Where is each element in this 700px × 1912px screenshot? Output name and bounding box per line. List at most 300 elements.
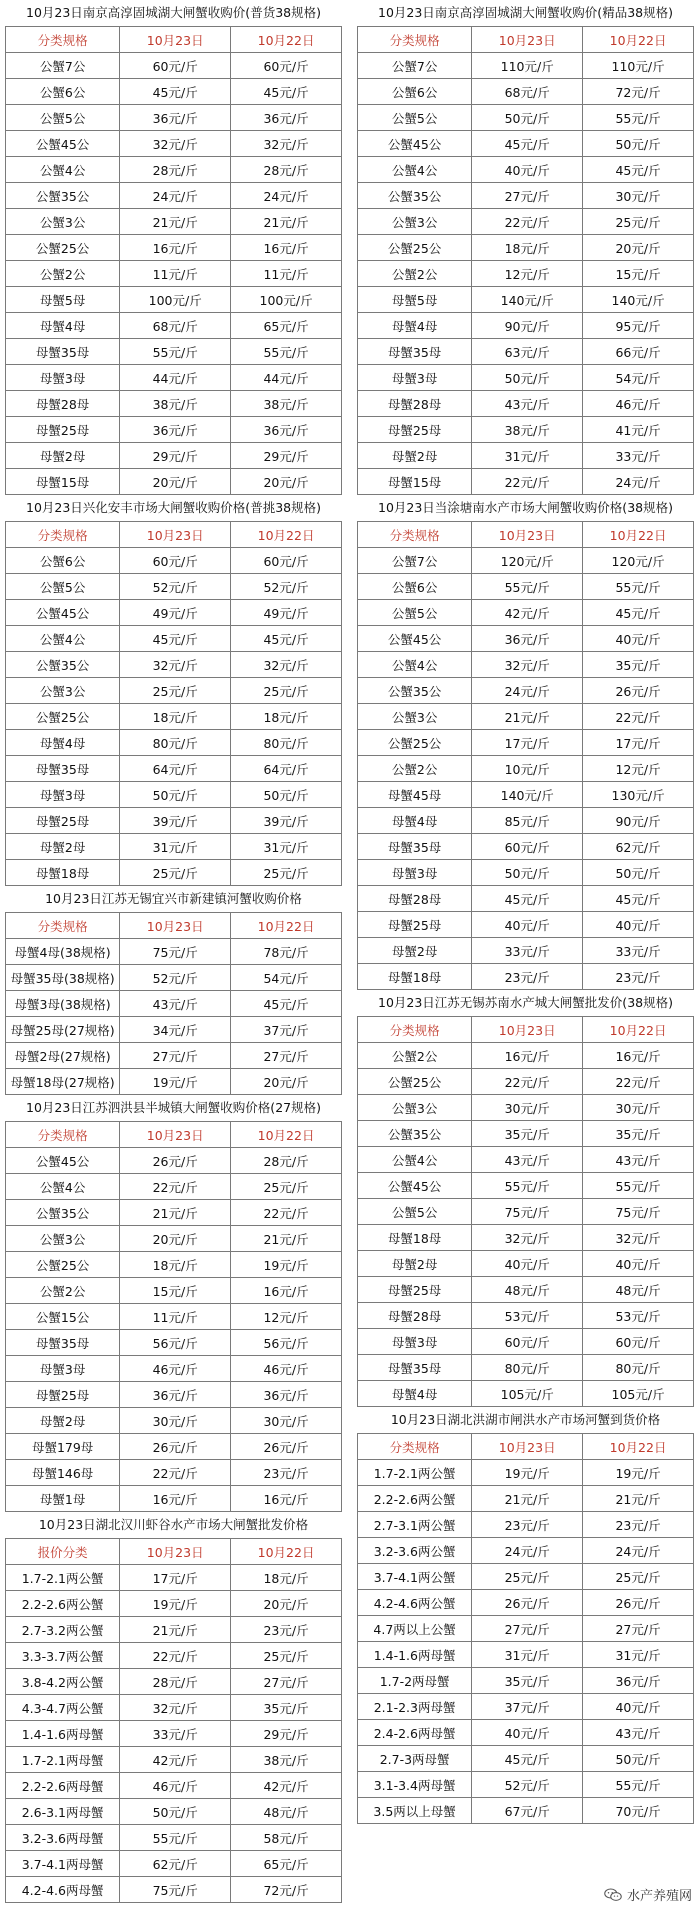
spec-cell: 公蟹3公: [358, 704, 472, 730]
spec-cell: 母蟹35母: [6, 339, 120, 365]
spec-cell: 母蟹35母: [6, 1330, 120, 1356]
price-previous-cell: 17元/斤: [583, 730, 694, 756]
price-today-cell: 50元/斤: [120, 1799, 231, 1825]
price-previous-cell: 48元/斤: [583, 1277, 694, 1303]
table-row: [6, 1643, 342, 1669]
price-today-cell: 56元/斤: [120, 1330, 231, 1356]
spec-cell: 4.2-4.6两母蟹: [6, 1877, 120, 1903]
price-table-block: [5, 1095, 342, 1512]
table-title: 10月23日湖北洪湖市闸洪水产市场河蟹到货价格: [390, 1412, 661, 1427]
price-today-cell: 40元/斤: [472, 912, 583, 938]
spec-cell: 公蟹6公: [358, 79, 472, 105]
table-row: [6, 209, 342, 235]
spec-cell: 母蟹3母(38规格): [6, 991, 120, 1017]
spec-cell: 母蟹25母: [358, 1277, 472, 1303]
price-previous-cell: 45元/斤: [583, 886, 694, 912]
price-previous-cell: 19元/斤: [583, 1460, 694, 1486]
price-previous-cell: 33元/斤: [583, 443, 694, 469]
table-row: [358, 183, 694, 209]
price-previous-cell: 32元/斤: [231, 652, 342, 678]
price-previous-cell: 27元/斤: [231, 1669, 342, 1695]
spec-cell: 母蟹25母: [6, 417, 120, 443]
spec-cell: 公蟹5公: [358, 105, 472, 131]
price-previous-cell: 38元/斤: [231, 1747, 342, 1773]
price-table: [357, 26, 694, 495]
table-row: [358, 443, 694, 469]
table-row: [6, 1721, 342, 1747]
price-previous-cell: 56元/斤: [231, 1330, 342, 1356]
spec-cell: 公蟹5公: [6, 574, 120, 600]
header-date-today: 10月23日: [472, 1434, 583, 1460]
price-previous-cell: 25元/斤: [583, 1564, 694, 1590]
price-previous-cell: 21元/斤: [231, 209, 342, 235]
price-today-cell: 36元/斤: [120, 105, 231, 131]
price-previous-cell: 43元/斤: [583, 1720, 694, 1746]
header-date-previous: 10月22日: [583, 27, 694, 53]
spec-cell: 公蟹25公: [6, 235, 120, 261]
spec-cell: 母蟹25母(27规格): [6, 1017, 120, 1043]
spec-cell: 母蟹2母: [6, 1408, 120, 1434]
table-header-row: [358, 1017, 694, 1043]
header-date-previous: 10月22日: [231, 1539, 342, 1565]
price-previous-cell: 45元/斤: [583, 157, 694, 183]
price-previous-cell: 28元/斤: [231, 1148, 342, 1174]
table-row: [358, 600, 694, 626]
price-previous-cell: 105元/斤: [583, 1381, 694, 1407]
table-row: [6, 287, 342, 313]
table-header-row: [6, 27, 342, 53]
table-row: [6, 1278, 342, 1304]
price-today-cell: 60元/斤: [472, 834, 583, 860]
table-row: [358, 1564, 694, 1590]
table-row: [358, 678, 694, 704]
price-today-cell: 26元/斤: [120, 1148, 231, 1174]
price-previous-cell: 65元/斤: [231, 1851, 342, 1877]
spec-cell: 公蟹4公: [6, 1174, 120, 1200]
price-previous-cell: 18元/斤: [231, 1565, 342, 1591]
spec-cell: 母蟹18母: [358, 1225, 472, 1251]
price-previous-cell: 100元/斤: [231, 287, 342, 313]
price-today-cell: 32元/斤: [120, 652, 231, 678]
price-today-cell: 140元/斤: [472, 782, 583, 808]
spec-cell: 公蟹35公: [358, 1121, 472, 1147]
price-table: [357, 521, 694, 990]
table-row: [358, 1277, 694, 1303]
price-previous-cell: 55元/斤: [583, 1772, 694, 1798]
table-row: [358, 313, 694, 339]
price-previous-cell: 23元/斤: [583, 1512, 694, 1538]
spec-cell: 公蟹7公: [358, 548, 472, 574]
table-row: [6, 1877, 342, 1903]
spec-cell: 2.6-3.1两母蟹: [6, 1799, 120, 1825]
spec-cell: 母蟹28母: [358, 1303, 472, 1329]
spec-cell: 公蟹25公: [6, 1252, 120, 1278]
table-header-row: [6, 913, 342, 939]
price-previous-cell: 25元/斤: [231, 678, 342, 704]
price-previous-cell: 20元/斤: [231, 1069, 342, 1095]
header-category: 分类规格: [6, 27, 120, 53]
table-row: [358, 105, 694, 131]
price-table: [357, 1433, 694, 1824]
price-previous-cell: 49元/斤: [231, 600, 342, 626]
price-today-cell: 38元/斤: [472, 417, 583, 443]
table-row: [358, 417, 694, 443]
table-row: [6, 261, 342, 287]
price-table-block: [5, 0, 342, 495]
price-table: [5, 912, 342, 1095]
table-title: 10月23日江苏无锡苏南水产城大闸蟹批发价(38规格): [378, 995, 673, 1010]
table-row: [6, 1200, 342, 1226]
spec-cell: 公蟹6公: [358, 574, 472, 600]
price-today-cell: 45元/斤: [472, 1746, 583, 1772]
price-previous-cell: 90元/斤: [583, 808, 694, 834]
spec-cell: 2.2-2.6两公蟹: [6, 1591, 120, 1617]
table-row: [6, 1773, 342, 1799]
price-table-block: [357, 990, 694, 1407]
spec-cell: 公蟹2公: [358, 261, 472, 287]
spec-cell: 3.7-4.1两母蟹: [6, 1851, 120, 1877]
price-previous-cell: 27元/斤: [231, 1043, 342, 1069]
table-row: [358, 209, 694, 235]
price-today-cell: 60元/斤: [120, 53, 231, 79]
price-previous-cell: 40元/斤: [583, 912, 694, 938]
price-table: [5, 26, 342, 495]
spec-cell: 公蟹45公: [358, 1173, 472, 1199]
price-today-cell: 34元/斤: [120, 1017, 231, 1043]
price-previous-cell: 78元/斤: [231, 939, 342, 965]
price-today-cell: 63元/斤: [472, 339, 583, 365]
spec-cell: 1.4-1.6两母蟹: [6, 1721, 120, 1747]
table-row: [6, 1356, 342, 1382]
table-title: 10月23日当涂塘南水产市场大闸蟹收购价格(38规格): [378, 500, 673, 515]
spec-cell: 公蟹3公: [358, 1095, 472, 1121]
spec-cell: 4.3-4.7两公蟹: [6, 1695, 120, 1721]
table-row: [6, 1486, 342, 1512]
price-today-cell: 50元/斤: [472, 860, 583, 886]
price-today-cell: 55元/斤: [120, 339, 231, 365]
price-previous-cell: 95元/斤: [583, 313, 694, 339]
table-row: [6, 860, 342, 886]
spec-cell: 1.7-2.1两公蟹: [6, 1565, 120, 1591]
header-date-previous: 10月22日: [583, 522, 694, 548]
price-previous-cell: 54元/斤: [231, 965, 342, 991]
table-row: [6, 391, 342, 417]
spec-cell: 母蟹25母: [6, 1382, 120, 1408]
table-row: [358, 1355, 694, 1381]
price-previous-cell: 41元/斤: [583, 417, 694, 443]
spec-cell: 公蟹6公: [6, 548, 120, 574]
spec-cell: 公蟹4公: [358, 652, 472, 678]
spec-cell: 公蟹35公: [6, 652, 120, 678]
price-previous-cell: 16元/斤: [231, 1486, 342, 1512]
price-today-cell: 37元/斤: [472, 1694, 583, 1720]
price-table-block: [5, 495, 342, 886]
price-today-cell: 40元/斤: [472, 1720, 583, 1746]
price-today-cell: 55元/斤: [472, 1173, 583, 1199]
price-previous-cell: 30元/斤: [231, 1408, 342, 1434]
spec-cell: 母蟹2母: [6, 443, 120, 469]
price-previous-cell: 28元/斤: [231, 157, 342, 183]
watermark: [604, 1885, 692, 1904]
price-previous-cell: 36元/斤: [231, 105, 342, 131]
table-row: [6, 782, 342, 808]
price-today-cell: 22元/斤: [120, 1643, 231, 1669]
table-row: [6, 652, 342, 678]
table-row: [358, 860, 694, 886]
price-previous-cell: 16元/斤: [231, 235, 342, 261]
spec-cell: 母蟹4母: [358, 1381, 472, 1407]
header-date-today: 10月23日: [120, 522, 231, 548]
price-today-cell: 22元/斤: [120, 1460, 231, 1486]
header-category: 分类规格: [358, 1017, 472, 1043]
price-today-cell: 39元/斤: [120, 808, 231, 834]
table-row: [6, 1799, 342, 1825]
price-previous-cell: 27元/斤: [583, 1616, 694, 1642]
spec-cell: 公蟹2公: [358, 756, 472, 782]
price-previous-cell: 39元/斤: [231, 808, 342, 834]
table-row: [358, 79, 694, 105]
price-previous-cell: 24元/斤: [231, 183, 342, 209]
spec-cell: 母蟹25母: [6, 808, 120, 834]
table-row: [358, 1251, 694, 1277]
header-date-today: 10月23日: [472, 27, 583, 53]
price-previous-cell: 37元/斤: [231, 1017, 342, 1043]
price-today-cell: 85元/斤: [472, 808, 583, 834]
price-previous-cell: 72元/斤: [231, 1877, 342, 1903]
table-row: [358, 1798, 694, 1824]
price-today-cell: 22元/斤: [472, 1069, 583, 1095]
spec-cell: 公蟹2公: [358, 1043, 472, 1069]
price-table: [5, 1538, 342, 1903]
price-today-cell: 12元/斤: [472, 261, 583, 287]
header-date-today: 10月23日: [472, 1017, 583, 1043]
price-previous-cell: 25元/斤: [231, 860, 342, 886]
table-row: [358, 1772, 694, 1798]
price-previous-cell: 12元/斤: [583, 756, 694, 782]
spec-cell: 母蟹2母(27规格): [6, 1043, 120, 1069]
spec-cell: 母蟹4母: [6, 730, 120, 756]
table-row: [6, 157, 342, 183]
price-previous-cell: 48元/斤: [231, 1799, 342, 1825]
price-previous-cell: 80元/斤: [583, 1355, 694, 1381]
price-today-cell: 45元/斤: [472, 131, 583, 157]
table-row: [358, 886, 694, 912]
spec-cell: 母蟹4母(38规格): [6, 939, 120, 965]
price-previous-cell: 130元/斤: [583, 782, 694, 808]
spec-cell: 2.2-2.6两母蟹: [6, 1773, 120, 1799]
price-table: [5, 1121, 342, 1512]
table-row: [6, 574, 342, 600]
price-today-cell: 25元/斤: [120, 678, 231, 704]
table-row: [358, 391, 694, 417]
table-row: [358, 704, 694, 730]
price-today-cell: 18元/斤: [120, 1252, 231, 1278]
price-today-cell: 22元/斤: [472, 209, 583, 235]
spec-cell: 2.1-2.3两母蟹: [358, 1694, 472, 1720]
table-header-row: [358, 1434, 694, 1460]
price-previous-cell: 44元/斤: [231, 365, 342, 391]
price-previous-cell: 64元/斤: [231, 756, 342, 782]
header-category: 分类规格: [358, 1434, 472, 1460]
spec-cell: 公蟹4公: [358, 157, 472, 183]
price-previous-cell: 15元/斤: [583, 261, 694, 287]
price-previous-cell: 110元/斤: [583, 53, 694, 79]
price-today-cell: 24元/斤: [472, 678, 583, 704]
price-today-cell: 19元/斤: [472, 1460, 583, 1486]
price-today-cell: 21元/斤: [472, 704, 583, 730]
spec-cell: 母蟹179母: [6, 1434, 120, 1460]
price-previous-cell: 36元/斤: [231, 417, 342, 443]
table-row: [358, 1460, 694, 1486]
table-row: [358, 834, 694, 860]
price-previous-cell: 38元/斤: [231, 391, 342, 417]
table-row: [6, 1617, 342, 1643]
table-row: [358, 53, 694, 79]
price-today-cell: 28元/斤: [120, 157, 231, 183]
spec-cell: 公蟹5公: [358, 600, 472, 626]
table-row: [358, 626, 694, 652]
spec-cell: 母蟹15母: [6, 469, 120, 495]
price-today-cell: 80元/斤: [472, 1355, 583, 1381]
header-category: 分类规格: [6, 522, 120, 548]
header-date-today: 10月23日: [120, 27, 231, 53]
table-row: [6, 1226, 342, 1252]
table-row: [6, 183, 342, 209]
price-today-cell: 22元/斤: [472, 469, 583, 495]
spec-cell: 母蟹35母: [358, 834, 472, 860]
price-today-cell: 33元/斤: [472, 938, 583, 964]
spec-cell: 母蟹146母: [6, 1460, 120, 1486]
spec-cell: 公蟹45公: [6, 600, 120, 626]
price-today-cell: 31元/斤: [472, 1642, 583, 1668]
price-today-cell: 27元/斤: [120, 1043, 231, 1069]
spec-cell: 母蟹15母: [358, 469, 472, 495]
spec-cell: 公蟹2公: [6, 1278, 120, 1304]
spec-cell: 2.7-3两母蟹: [358, 1746, 472, 1772]
table-row: [6, 313, 342, 339]
table-row: [358, 574, 694, 600]
spec-cell: 公蟹4公: [358, 1147, 472, 1173]
table-row: [358, 1720, 694, 1746]
price-today-cell: 100元/斤: [120, 287, 231, 313]
price-previous-cell: 30元/斤: [583, 1095, 694, 1121]
price-today-cell: 68元/斤: [472, 79, 583, 105]
table-row: [358, 1668, 694, 1694]
table-row: [358, 1694, 694, 1720]
spec-cell: 3.7-4.1两公蟹: [358, 1564, 472, 1590]
spec-cell: 公蟹3公: [6, 678, 120, 704]
table-row: [358, 339, 694, 365]
spec-cell: 母蟹28母: [358, 886, 472, 912]
price-table: [5, 521, 342, 886]
table-header-row: [6, 1539, 342, 1565]
table-row: [358, 365, 694, 391]
price-today-cell: 10元/斤: [472, 756, 583, 782]
table-row: [6, 1382, 342, 1408]
table-row: [358, 131, 694, 157]
table-row: [6, 1148, 342, 1174]
price-previous-cell: 55元/斤: [583, 574, 694, 600]
price-previous-cell: 75元/斤: [583, 1199, 694, 1225]
price-today-cell: 46元/斤: [120, 1773, 231, 1799]
price-previous-cell: 58元/斤: [231, 1825, 342, 1851]
table-row: [6, 1408, 342, 1434]
table-title: 10月23日南京高淳固城湖大闸蟹收购价(普货38规格): [26, 5, 321, 20]
spec-cell: 2.7-3.1两公蟹: [358, 1512, 472, 1538]
price-today-cell: 80元/斤: [120, 730, 231, 756]
table-row: [6, 443, 342, 469]
price-today-cell: 27元/斤: [472, 183, 583, 209]
table-row: [358, 261, 694, 287]
spec-cell: 4.2-4.6两公蟹: [358, 1590, 472, 1616]
spec-cell: 公蟹25公: [358, 1069, 472, 1095]
spec-cell: 母蟹28母: [6, 391, 120, 417]
spec-cell: 2.2-2.6两公蟹: [358, 1486, 472, 1512]
price-previous-cell: 25元/斤: [231, 1643, 342, 1669]
price-previous-cell: 20元/斤: [231, 469, 342, 495]
price-today-cell: 21元/斤: [472, 1486, 583, 1512]
spec-cell: 公蟹45公: [358, 131, 472, 157]
spec-cell: 母蟹4母: [6, 313, 120, 339]
price-today-cell: 45元/斤: [120, 79, 231, 105]
price-today-cell: 53元/斤: [472, 1303, 583, 1329]
spec-cell: 2.4-2.6两母蟹: [358, 1720, 472, 1746]
price-previous-cell: 33元/斤: [583, 938, 694, 964]
table-row: [358, 1147, 694, 1173]
price-previous-cell: 55元/斤: [583, 1173, 694, 1199]
price-previous-cell: 50元/斤: [583, 131, 694, 157]
price-today-cell: 36元/斤: [472, 626, 583, 652]
spec-cell: 公蟹35公: [6, 1200, 120, 1226]
spec-cell: 公蟹6公: [6, 79, 120, 105]
header-category: 分类规格: [358, 27, 472, 53]
price-today-cell: 17元/斤: [120, 1565, 231, 1591]
table-row: [6, 79, 342, 105]
spec-cell: 公蟹4公: [6, 626, 120, 652]
spec-cell: 公蟹5公: [6, 105, 120, 131]
spec-cell: 母蟹3母: [6, 1356, 120, 1382]
price-previous-cell: 35元/斤: [583, 1121, 694, 1147]
price-today-cell: 36元/斤: [120, 1382, 231, 1408]
price-today-cell: 140元/斤: [472, 287, 583, 313]
price-today-cell: 15元/斤: [120, 1278, 231, 1304]
price-today-cell: 75元/斤: [472, 1199, 583, 1225]
spec-cell: 公蟹7公: [6, 53, 120, 79]
table-row: [358, 730, 694, 756]
spec-cell: 母蟹2母: [6, 834, 120, 860]
price-today-cell: 23元/斤: [472, 1512, 583, 1538]
spec-cell: 母蟹18母: [6, 860, 120, 886]
price-previous-cell: 35元/斤: [231, 1695, 342, 1721]
table-title: 10月23日湖北汉川虾谷水产市场大闸蟹批发价格: [38, 1517, 309, 1532]
table-row: [6, 1252, 342, 1278]
spec-cell: 3.3-3.7两公蟹: [6, 1643, 120, 1669]
price-previous-cell: 52元/斤: [231, 574, 342, 600]
table-row: [6, 365, 342, 391]
table-row: [6, 339, 342, 365]
price-previous-cell: 45元/斤: [583, 600, 694, 626]
price-today-cell: 29元/斤: [120, 443, 231, 469]
price-today-cell: 16元/斤: [120, 1486, 231, 1512]
price-today-cell: 40元/斤: [472, 157, 583, 183]
table-row: [6, 1069, 342, 1095]
table-row: [358, 157, 694, 183]
table-row: [358, 235, 694, 261]
table-row: [6, 1591, 342, 1617]
table-row: [6, 1017, 342, 1043]
spec-cell: 公蟹45公: [6, 1148, 120, 1174]
price-previous-cell: 55元/斤: [583, 105, 694, 131]
